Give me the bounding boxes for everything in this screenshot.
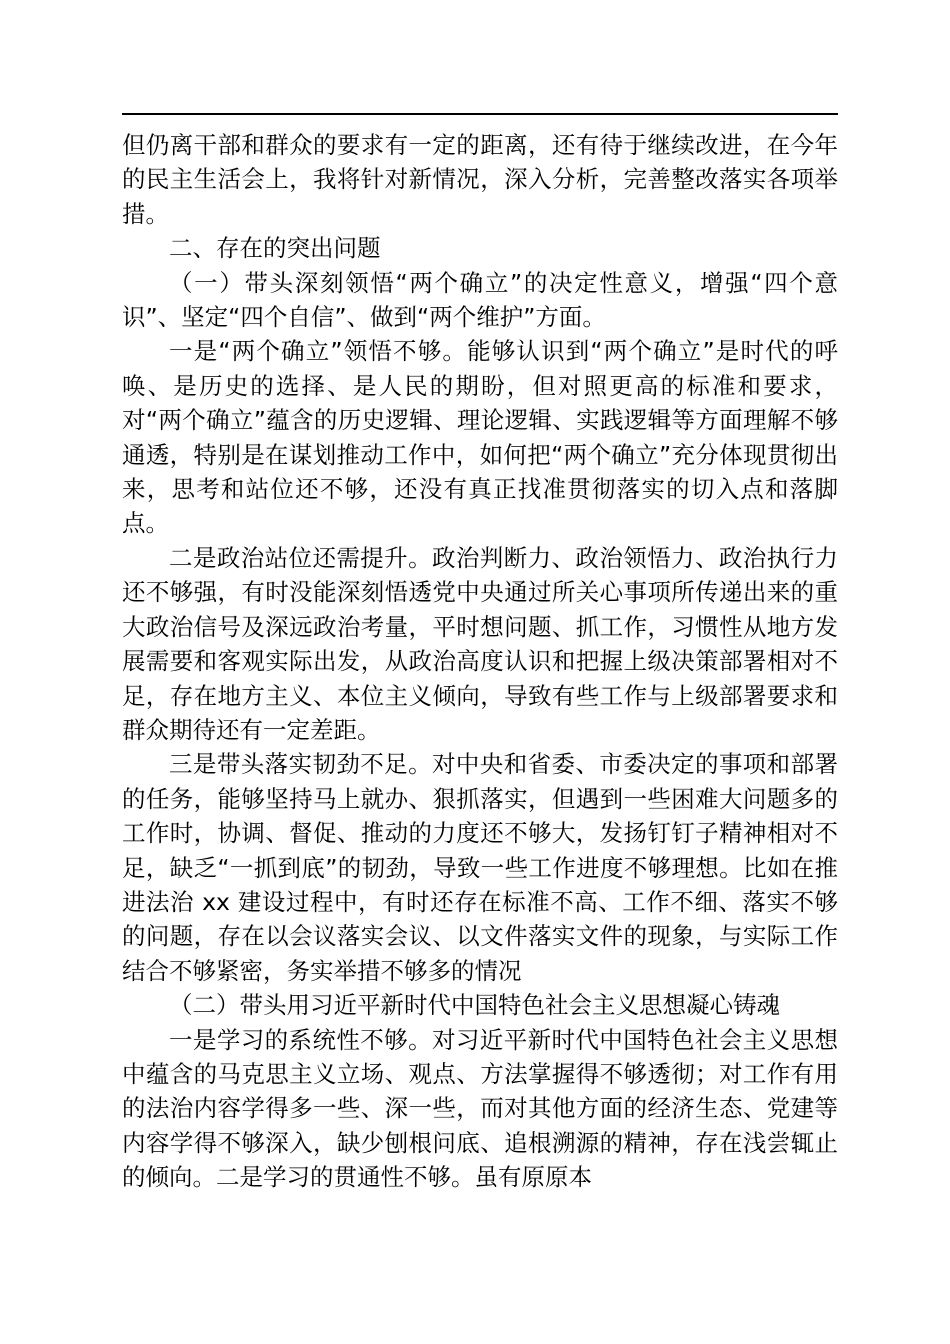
paragraph: 一是学习的系统性不够。对习近平新时代中国特色社会主义思想中蕴含的马克思主义立场、观点、方法掌握得不够透彻；对工作有用的法治内容学得多一些、深一些，而对其他方面的经济生态、党建等内容学得不够深入，缺少刨根问底、追根溯源的精神，存在浅尝辄止的倾向。二是学习的贯通性不够。虽有原原本	[122, 1025, 838, 1192]
subsection-heading: （二）带头用习近平新时代中国特色社会主义思想凝心铸魂	[169, 991, 780, 1020]
paragraph: 一是“两个确立”领悟不够。能够认识到“两个确立”是时代的呼唤、是历史的选择、是人民的期盼，但对照更高的标准和要求，对“两个确立”蕴含的历史逻辑、理论逻辑、实践逻辑等方面理解不够通透，特别是在谋划推动工作中，如何把“两个确立”充分体现贯彻出来，思考和站位还不够，还没有真正找准贯彻落实的切入点和落脚点。	[122, 337, 838, 538]
paragraph: 但仍离干部和群众的要求有一定的距离，还有待于继续改进，在今年的民主生活会上，我将针对新情况，深入分析，完善整改落实各项举措。	[122, 131, 838, 228]
subsection-heading: （一）带头深刻领悟“两个确立”的决定性意义，增强“四个意识”、坚定“四个自信”、做到“两个维护”方面。	[122, 268, 838, 332]
header-rule	[122, 113, 838, 115]
section-heading: 二、存在的突出问题	[169, 234, 381, 263]
document-body	[122, 128, 838, 1195]
paragraph: 二是政治站位还需提升。政治判断力、政治领悟力、政治执行力还不够强，有时没能深刻悟透党中央通过所关心事项所传递出来的重大政治信号及深远政治考量，平时想问题、抓工作，习惯性从地方发展需要和客观实际出发，从政治高度认识和把握上级决策部署相对不足，存在地方主义、本位主义倾向，导致有些工作与上级部署要求和群众期待还有一定差距。	[122, 543, 838, 744]
paragraph: 三是带头落实韧劲不足。对中央和省委、市委决定的事项和部署的任务，能够坚持马上就办、狠抓落实，但遇到一些困难大问题多的工作时，协调、督促、推动的力度还不够大，发扬钉钉子精神相对不足，缺乏“一抓到底”的韧劲，导致一些工作进度不够理想。比如在推进法治 xx 建设过程中，有时还存在标准不高、工作不细、落实不够的问题，存在以会议落实会议、以文件落实文件的现象，与实际工作结合不够紧密，务实举措不够多的情况	[122, 750, 838, 985]
